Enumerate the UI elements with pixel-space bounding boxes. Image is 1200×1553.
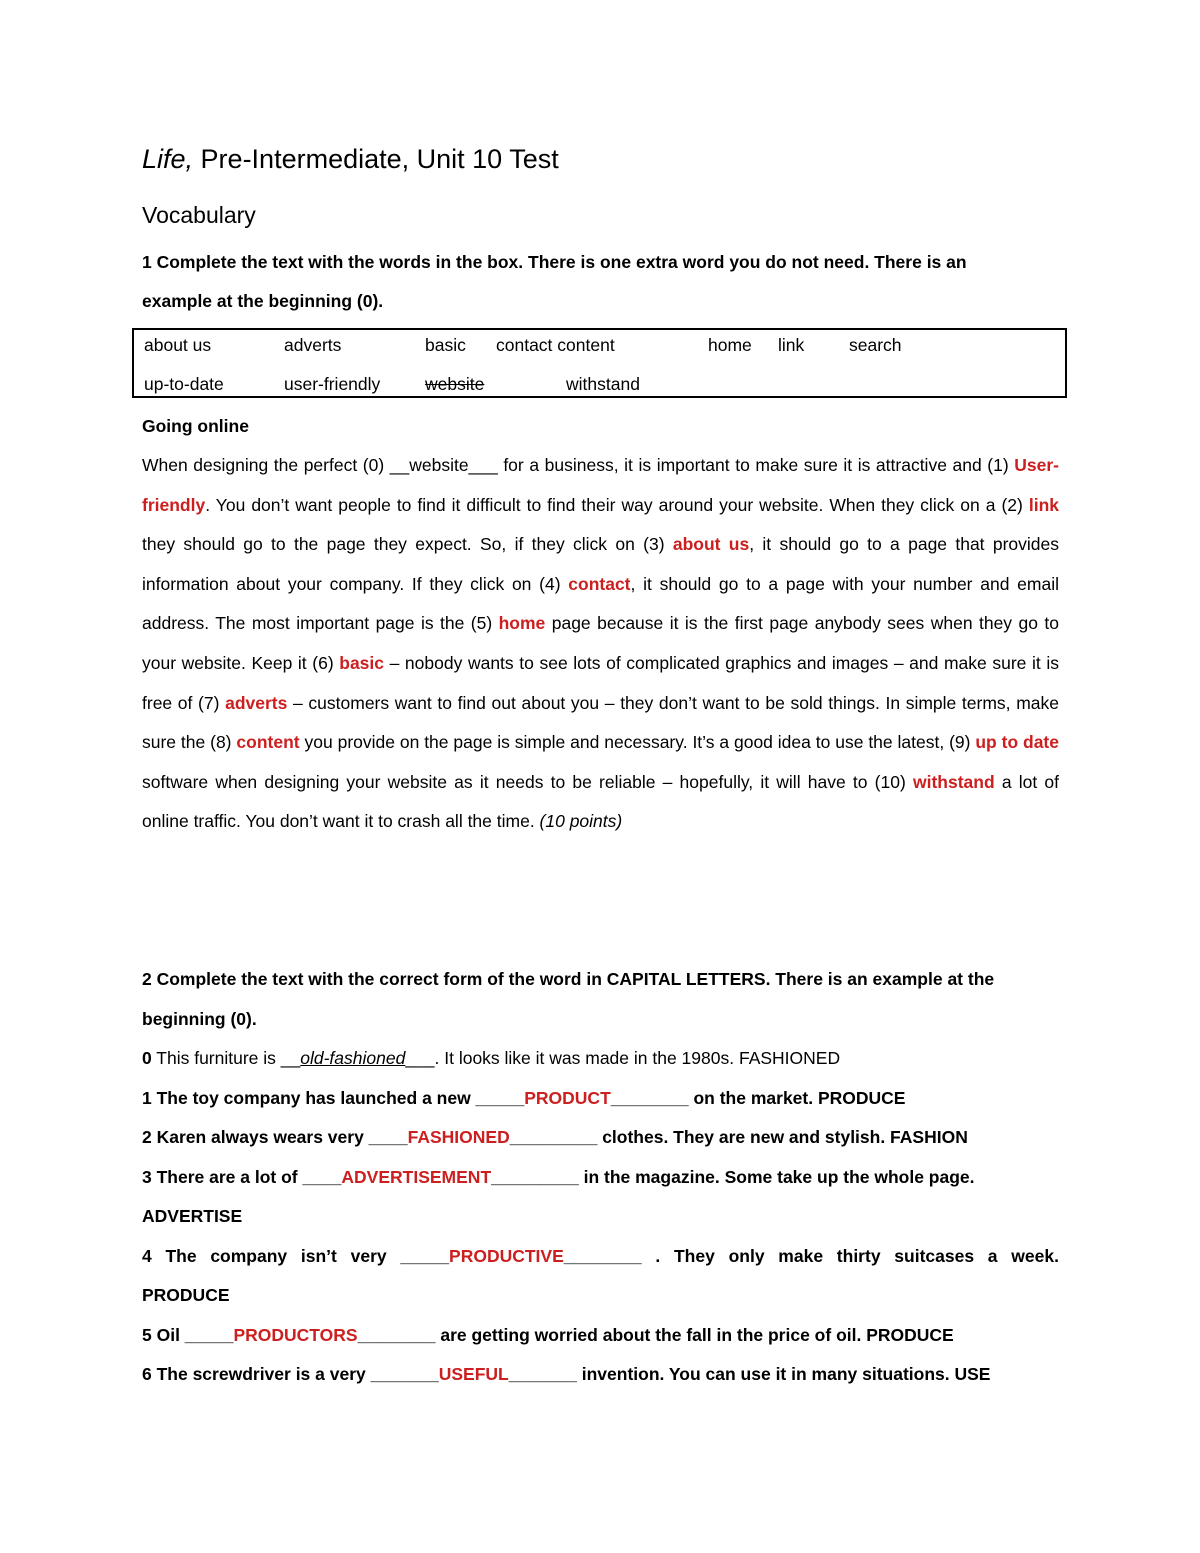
answer-1: User-friendly — [142, 455, 1059, 515]
title-italic: Life, — [142, 144, 194, 174]
text-segment: , it should go to a page that provides information about your company. If they click on (4) — [142, 534, 1059, 594]
ex2-example — [142, 1048, 1059, 1069]
box-word: link — [778, 335, 805, 355]
box-word: up-to-date — [144, 374, 224, 394]
answer-6: basic — [339, 652, 384, 673]
text-segment: _________ clothes. They are new and stylish. FASHION — [509, 1127, 968, 1147]
box-word: contact content — [496, 335, 615, 355]
text-segment: 2 Karen always wears very ____ — [142, 1127, 408, 1147]
answer-4: contact — [568, 573, 631, 594]
text-segment: ________ are getting worried about the fall in the price of oil. PRODUCE — [357, 1325, 954, 1345]
text-segment: – nobody wants to see lots of complicated graphics and images – and make sure it is free of (7) — [142, 652, 1059, 713]
ex2-instruction-1: 2 Complete the text with the correct form of the word in CAPITAL LETTERS. There is an example at the — [142, 969, 995, 989]
word: suitcases — [894, 1246, 975, 1266]
box-word: home — [708, 335, 752, 355]
answer-q2: FASHIONED — [407, 1127, 510, 1147]
example-answer: old-fashioned — [300, 1048, 406, 1068]
box-word: search — [849, 335, 902, 355]
word: They — [673, 1246, 715, 1266]
word: only — [728, 1246, 765, 1266]
text-segment: ___. It looks like it was made in the 1980s. FASHIONED — [405, 1048, 841, 1068]
points-note: (10 points) — [539, 811, 623, 832]
word: thirty — [836, 1246, 881, 1266]
box-word: user-friendly — [284, 374, 381, 394]
word: . — [655, 1246, 661, 1266]
word: isn’t — [300, 1246, 337, 1266]
box-word: adverts — [284, 335, 342, 355]
blank-segment: ________ — [563, 1246, 642, 1266]
box-word: about us — [144, 335, 212, 355]
title-rest: Pre-Intermediate, Unit 10 Test — [193, 144, 559, 174]
text-heading: Going online — [142, 416, 249, 436]
example-number: 0 — [142, 1048, 152, 1068]
text-segment: – customers want to find out about you – they don’t want to be sold things. In simple terms, make sure the (8) — [142, 692, 1059, 753]
text-segment: software when designing your website as it needs to be reliable – hopefully, it will have to (10) — [142, 771, 913, 792]
ex1-instruction-2: example at the beginning (0). — [142, 291, 384, 311]
text-segment: This furniture is __ — [151, 1048, 301, 1068]
question-3-word: ADVERTISE — [142, 1206, 243, 1226]
ex1-instruction-1: 1 Complete the text with the words in the box. There is one extra word you do not need. There is an — [142, 252, 967, 272]
question-2 — [142, 1127, 1059, 1148]
text-segment: _______ invention. You can use it in many situations. USE — [508, 1364, 991, 1384]
question-5 — [142, 1325, 1059, 1346]
question-1 — [142, 1088, 1059, 1109]
text-segment: page because it is the first page anybody sees when they go to your website. Keep it (6) — [142, 613, 1059, 673]
answer-10: withstand — [912, 771, 995, 792]
text-segment: 5 Oil _____ — [142, 1325, 234, 1345]
answer-q1: PRODUCT — [524, 1088, 611, 1108]
word: company — [210, 1246, 288, 1266]
question-4-word: PRODUCE — [142, 1285, 230, 1305]
text-segment: , it should go to a page with your number and email address. The most important page is the (5) — [142, 573, 1059, 634]
question-3 — [142, 1167, 1059, 1188]
answer-3: about us — [672, 534, 750, 555]
text-segment: you provide on the page is simple and necessary. It’s a good idea to use the latest, (9) — [299, 732, 976, 753]
answer-q5: PRODUCTORS — [233, 1325, 358, 1345]
question-6 — [142, 1364, 1059, 1385]
answer-5: home — [498, 613, 546, 634]
text-segment: . You don’t want people to find it difficult to find their way around your website. When they click on a (2) — [205, 494, 1029, 515]
text-segment: a lot of online traffic. You don’t want it to crash all the time. — [142, 771, 1059, 832]
answer-q3: ADVERTISEMENT — [341, 1167, 492, 1187]
text-segment: _________ in the magazine. Some take up the whole page. — [491, 1167, 975, 1187]
blank-q4 — [400, 1246, 641, 1267]
word: a — [987, 1246, 998, 1266]
ex2-instruction-2: beginning (0). — [142, 1009, 257, 1029]
answer-2: link — [1028, 494, 1059, 515]
text-segment: they should go to the page they expect. So, if they click on (3) — [142, 534, 673, 555]
answer-q6: USEFUL — [438, 1364, 509, 1384]
answer-7: adverts — [225, 692, 288, 713]
word: very — [350, 1246, 387, 1266]
ex1-text — [142, 446, 1059, 842]
word: week. — [1011, 1246, 1059, 1266]
text-segment: 1 The toy company has launched a new _____ — [142, 1088, 525, 1108]
box-word: withstand — [566, 374, 640, 394]
page-title — [142, 144, 559, 175]
word: 4 — [142, 1246, 152, 1266]
question-4 — [142, 1246, 1059, 1267]
blank-segment: _____ — [400, 1246, 450, 1266]
text-segment: When designing the perfect (0) __website___ for a business, it is important to make sure it is attractive and (1) — [142, 455, 1015, 475]
box-word: basic — [425, 335, 466, 355]
text-segment: 6 The screwdriver is a very _______ — [142, 1364, 439, 1384]
answer-8: content — [236, 732, 300, 753]
text-segment: ________ on the market. PRODUCE — [610, 1088, 906, 1108]
answer-9: up to date — [975, 732, 1059, 753]
text-segment: 3 There are a lot of ____ — [142, 1167, 342, 1187]
answer-q4: PRODUCTIVE — [449, 1246, 564, 1266]
word: make — [778, 1246, 824, 1266]
box-word-example: website — [425, 374, 485, 394]
section-heading: Vocabulary — [142, 202, 256, 228]
word: The — [165, 1246, 197, 1266]
word-box — [132, 328, 1067, 398]
